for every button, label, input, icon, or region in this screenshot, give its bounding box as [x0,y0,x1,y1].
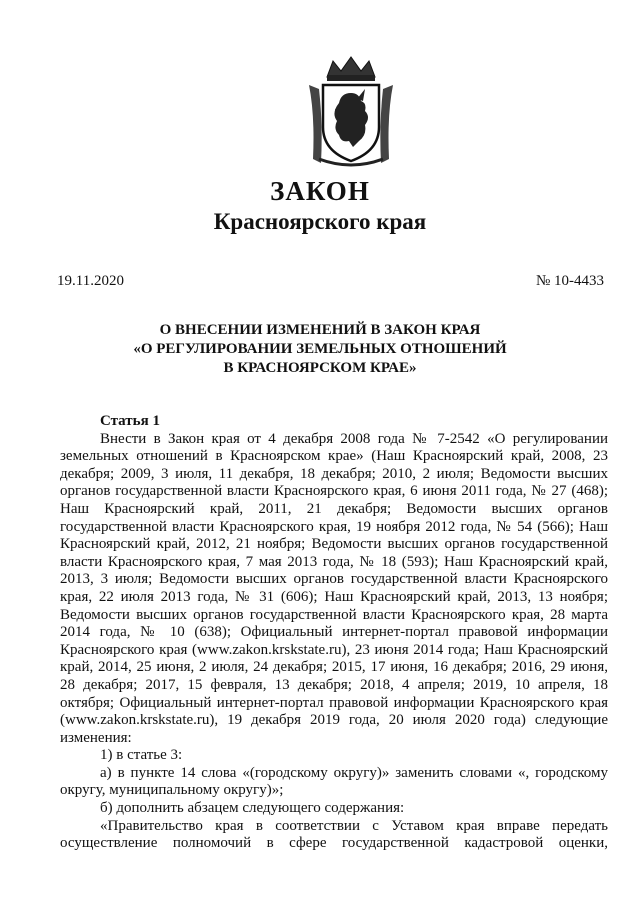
item-1: 1) в статье 3: [100,747,183,764]
quoted-paragraph: «Правительство края в соответствии с Уставом края вправе передать осуществление полномочий в сфере государственной кадастровой оценки, [60,817,608,852]
document-subtitle: Красноярского края [213,209,427,234]
document-title: ЗАКОН [270,176,370,206]
item-1b: б) дополнить абзацем следующего содержания: [100,800,405,817]
krasnoyarsk-coat-of-arms-icon [305,55,397,167]
law-title-line: О ВНЕСЕНИИ ИЗМЕНЕНИЙ В ЗАКОН КРАЯ [159,322,481,338]
law-title-line: В КРАСНОЯРСКОМ КРАЕ» [223,360,417,376]
law-title-line: «О РЕГУЛИРОВАНИИ ЗЕМЕЛЬНЫХ ОТНОШЕНИЙ [133,341,507,357]
article-intro-paragraph: Внести в Закон края от 4 декабря 2008 года № 7-2542 «О регулировании земельных отношений в Красноярском крае» (Наш Красноярский край, 2008, 23 декабря; 2009, 3 июля, 11 декабря, 18 декабря; 2010, 2 июля; Ведомости высших органов государственной власти Красноярского края, 6 июня 2011 года, № 27 (468); Наш Красноярский край, 2011, 21 декабря; Ведомости высших органов государственной власти Красноярского края, 19 ноября 2012 года, № 54 (566); Наш Красноярский край, 2012, 21 ноября; Ведомости высших органов государственной власти Красноярского края, 7 мая 2013 года, № 18 (593); Наш Красноярский край, 2013, 3 июля; Ведомости высших органов государственной власти Красноярского края, 22 июля 2013 года, № 31 (606); Наш Красноярский край, 2013, 13 ноября; Ведомости высших органов государственной власти Красноярского края, 28 марта 2014 года, № 10 (638); Официальный интернет-портал правовой информации Красноярского края (www.zakon.krskstate.ru), 23 июня 2014 года; Наш Красноярский край, 2014, 25 июня, 2 июля, 24 декабря; 2015, 17 июня, 16 декабря; 2016, 29 июня, 28 декабря; 2017, 15 февраля, 13 декабря; 2018, 4 апреля; 2019, 10 апреля, 18 октября; Официальный интернет-портал правовой информации Красноярского края (www.zakon.krskstate.ru), 19 декабря 2019 года, 20 июля 2020 года) следующие изменения: [60,430,608,746]
law-title [0,321,640,378]
document-date: 19.11.2020 [57,273,124,289]
item-1a: а) в пункте 14 слова «(городскому округу)» заменить словами «, городскому округу, муниципальному округу)»; [60,764,608,799]
article-body [60,413,608,853]
document-number: № 10-4433 [535,273,604,289]
article-heading: Статья 1 [100,413,160,429]
